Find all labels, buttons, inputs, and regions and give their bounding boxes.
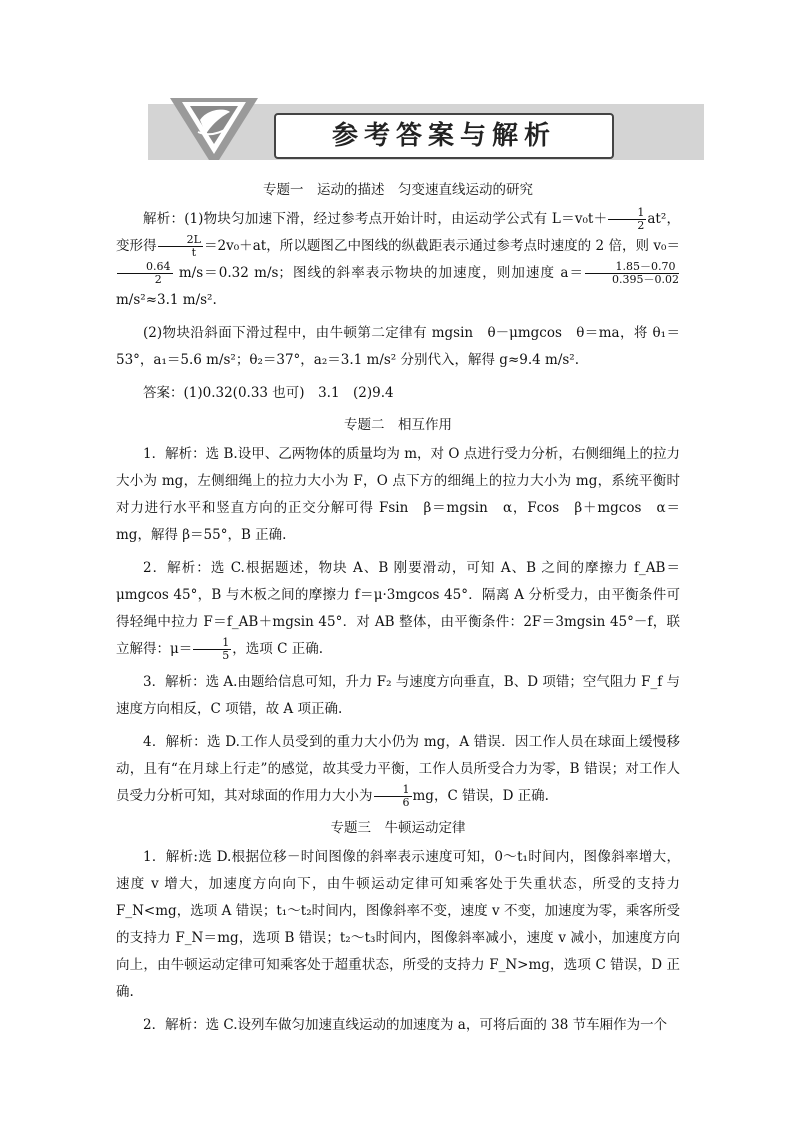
page-title: 参考答案与解析 xyxy=(274,113,614,159)
answer-content xyxy=(116,176,680,1045)
section-title: 专题二 相互作用 xyxy=(344,417,452,433)
section-title: 专题三 牛顿运动定律 xyxy=(330,820,466,836)
s1-answer: 答案：(1)0.32(0.33 也可) 3.1 (2)9.4 xyxy=(143,385,394,401)
s3-q1: 1．解析:选 D.根据位移－时间图像的斜率表示速度可知，0～t₁时间内，图像斜率增大，速度 v 增大，加速度方向向下，由牛顿运动定律可知乘客处于失重状态，所受的支持力 F_N<mg，选项 A 错误；t₁～t₂时间内，图像斜率不变，速度 v 不变，加速度为零，乘客所受的支持力 F_N＝mg，选项 B 错误；t₂～t₃时间内，图像斜率减小，速度 v 减小，加速度方向向上，由牛顿运动定律可知乘客处于超重状态，所受的支持力 F_N>mg，选项 C 错误，D 正确. xyxy=(116,849,680,1000)
s3-q2: 2．解析：选 C.设列车做匀加速直线运动的加速度为 a，可将后面的 38 节车厢作为一个 xyxy=(143,1017,668,1033)
s2-q1: 1．解析：选 B.设甲、乙两物体的质量均为 m，对 O 点进行受力分析，右侧细绳上的拉力大小为 mg，左侧细绳上的拉力大小为 F，O 点下方的细绳上的拉力大小为 mg，系统平衡时对力进行水平和竖直方向的正交分解可得 Fsin β＝mgsin α，Fcos β＋mgcos α＝mg，解得 β＝55°，B 正确. xyxy=(116,446,680,543)
fraction: $\frac{1}{5}$ xyxy=(193,637,231,662)
s1-paragraph-2: (2)物块沿斜面下滑过程中，由牛顿第二定律有 mgsin θ－μmgcos θ＝ma，将 θ₁＝53°，a₁＝5.6 m/s²；θ₂＝37°，a₂＝3.1 m/s² 分别代入，解得 g≈9.4 m/s². xyxy=(116,325,680,368)
fraction: $\frac{2L}{t}$ xyxy=(158,234,203,259)
fraction: $\frac{1.85-0.70}{0.395-0.02}$ xyxy=(585,261,679,286)
s2-q2: 2．解析：选 C.根据题述，物块 A、B 刚要滑动，可知 A、B 之间的摩擦力 f_AB＝μmgcos 45°，B 与木板之间的摩擦力 f＝μ·3mgcos 45°．隔离 A 分析受力，由平衡条件可得轻绳中拉力 F＝f_AB＋mgsin 45°．对 AB 整体，由平衡条件：2F＝3mgsin 45°－f，联立解得：μ＝ $\frac{1}{5}$ ，选项 C 正确. xyxy=(116,560,680,662)
s2-q3: 3．解析：选 A.由题给信息可知，升力 F₂ 与速度方向垂直，B、D 项错；空气阻力 F_f 与速度方向相反，C 项错，故 A 项正确. xyxy=(116,674,681,717)
fraction: $\frac{0.64}{2}$ xyxy=(117,261,173,286)
fraction: $\frac{1}{2}$ xyxy=(608,207,646,232)
s2-q4: 4．解析：选 D.工作人员受到的重力大小仍为 mg，A 错误．因工作人员在球面上缓慢移动，且有“在月球上行走”的感觉，故其受力平衡，工作人员所受合力为零，B 错误；对工作人员受力分析可知，其对球面的作用力大小为 $\frac{1}{6}$ mg，C 错误，D 正确. xyxy=(116,734,680,809)
s1-paragraph-1: 解析：(1)物块匀加速下滑，经过参考点开始计时，由运动学公式有 L＝v₀t＋ $\frac{1}{2}$ at²，变形得 $\frac{2L}{t}$ ＝2v₀＋at，所以题图乙中图线的纵截距表示通过参考点时速度的 2 倍，则 v₀＝ $\frac{0.64}{2}$ m/s＝0.32 m/s；图线的斜率表示物块的加速度，则加速度 a＝ $\frac{1.85-0.70}{0.395-0.02}$ m/s²≈3.1 m/s². xyxy=(116,205,680,308)
section-title: 专题一 运动的描述 匀变速直线运动的研究 xyxy=(263,182,533,198)
fraction: $\frac{1}{6}$ xyxy=(374,784,412,809)
